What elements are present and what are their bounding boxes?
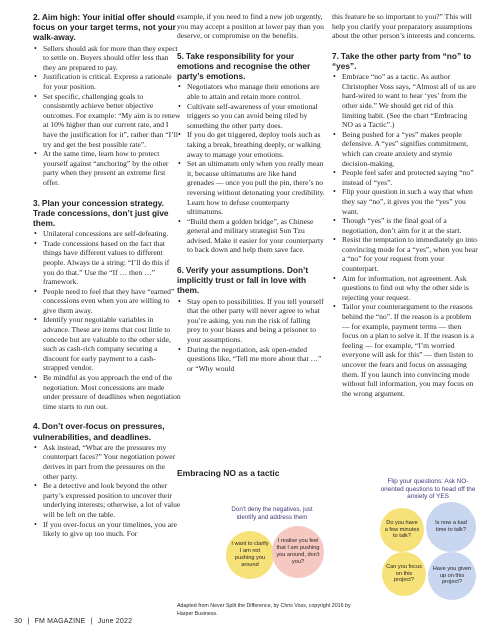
bubble-focus: Can you focus on this project?	[382, 552, 426, 596]
section-2-list	[33, 44, 181, 188]
list-item: • If you do get triggered, deploy tools such as taking a break, breathing deeply, or walking away to manage your emotions.	[177, 130, 325, 159]
list-item: • If you over-focus on your timelines, you are likely to give up too much. For	[33, 520, 181, 539]
section-5-heading: 5. Take responsibility for your emotions and recognise the other party’s emotions.	[177, 50, 311, 82]
infographic-heading: Embracing NO as a tactic	[177, 468, 280, 478]
list-item: • Unilateral concessions are self-defeating.	[33, 229, 181, 239]
page-number: 30	[14, 618, 23, 625]
continuation-text: this feature be so important to you?” This will help you clarify your preparatory assumptions about the other person’s interests and concerns.	[332, 12, 476, 41]
bubble-realise: I realise you feel that I am pushing you around, don’t you?	[272, 526, 324, 578]
list-item: • Aim for information, not agreement. Ask questions to find out why the other side is rejecting your request.	[332, 274, 478, 303]
section-4-list	[33, 443, 181, 539]
list-item: • Justification is critical. Express a rationale for your position.	[33, 72, 181, 91]
column-2	[177, 12, 325, 383]
section-3-heading: 3. Plan your concession strategy. Trade concessions, don’t just give them.	[33, 197, 169, 228]
section-5-list	[177, 82, 325, 255]
issue-date: June 2022	[97, 618, 133, 625]
list-item: • Set an ultimatum only when you really mean it, because ultimatums are like hand grenades — once you pull the pin, there’s no reversing without detonating your credibility. Learn how to defuse counterparty ultimatums.	[177, 159, 325, 217]
list-item: • Embrace “no” as a tactic. As author Christopher Voss says, “Almost all of us are hard-wired to want to hear ‘yes’ from the other side.” We should get rid of this limiting habit. (See the chart “Embracing NO as a Tactic”.)	[332, 72, 478, 130]
list-item: • Stay open to possibilities. If you tell yourself that the other party will never agree to what you’re asking, you run the risk of falling prey to your biases and being a prisoner to your assumptions.	[177, 297, 325, 345]
list-item: • Trade concessions based on the fact that things have different values to different people. Always tie a string: “I’ll do this if you do that.” Use the “If … then …” framework.	[33, 239, 181, 287]
section-7-heading: 7. Take the other party from “no” to “yes”.	[332, 50, 472, 71]
list-item: • People feel safer and protected saying “no” instead of “yes”.	[332, 168, 478, 187]
list-item: • Be a detective and look beyond the other party’s expressed position to uncover their underlying interests; otherwise, a lot of value will be left on the table.	[33, 481, 181, 519]
list-item: • Being pushed for a “yes” makes people defensive. A “yes” signifies commitment, which can create anxiety and stymie decision-making.	[332, 130, 478, 168]
list-item: • Flip your question in such a way that when they say “no”, it gives you the “yes” you want.	[332, 187, 478, 216]
infographic-left-label: Don’t deny the negatives, just identify and address them	[231, 506, 313, 521]
magazine-name: FM MAGAZINE	[34, 618, 86, 625]
list-item: • “Build them a golden bridge”, as Chinese general and military strategist Sun Tzu advised. Make it easier for your counterparty to back down and help them save face.	[177, 217, 325, 255]
infographic-right-label: Flip your questions: Ask NO-oriented questions to head off the anxiety of YES	[380, 478, 476, 501]
section-3-list	[33, 229, 181, 411]
section-4-heading: 4. Don’t over-focus on pressures, vulnerabilities, and deadlines.	[33, 421, 165, 442]
list-item: • Be mindful as you approach the end of the negotiation. Most concessions are made under pressure of deadlines when negotiation time starts to run out.	[33, 373, 181, 411]
infographic-credit: Adapted from Never Split the Difference, by Chris Voss, copyright 2016 by Harper Business.	[177, 603, 351, 617]
section-6-heading: 6. Verify your assumptions. Don’t implicitly trust or fall in love with them.	[177, 265, 309, 296]
bubble-clarify: I want to clarify I am not pushing you around	[226, 531, 274, 579]
list-item: • During the negotiation, ask open-ended questions like, “Tell me more about that …” or “Why would	[177, 345, 325, 374]
list-item: • People need to feel that they have “earned” concessions even when you are willing to give them away.	[33, 287, 181, 316]
list-item: • Set specific, challenging goals to consistently achieve better objective outcomes. For example: “My aim is to renew at 10% higher than our current rate, and I have the justification for it”, rather than “I’ll try and get the best possible rate”.	[33, 92, 181, 150]
bubble-bad-time: Is now a bad time to talk?	[426, 502, 476, 552]
section-6-list	[177, 297, 325, 374]
list-item: • Negotiators who manage their emotions are able to attain and retain more control.	[177, 82, 325, 101]
list-item: • Identify your negotiable variables in advance. These are items that cost little to concede but are valuable to the other side, such as cash-rich company securing a discount for early payment to a cash-strapped vendor.	[33, 315, 181, 373]
continuation-text: example, if you need to find a new job urgently, you may accept a position at lower pay than you deserve, or compromise on the benefits.	[177, 12, 324, 41]
list-item: • Resist the temptation to immediately go into convincing mode for a “yes”, when you hear a “no” for your request from your counterpart.	[332, 235, 478, 273]
column-3	[332, 12, 478, 408]
section-7-list	[332, 72, 478, 398]
bubble-given-up: Have you given up on this project?	[428, 552, 476, 600]
list-item: • Ask instead, “What are the pressures my counterpart faces?” Your negotiation power derives in part from the pressures on the other party.	[33, 443, 181, 481]
list-item: • Cultivate self-awareness of your emotional triggers so you can avoid being riled by something the other party does.	[177, 102, 325, 131]
footer-separator: |	[27, 618, 30, 625]
list-item: • Sellers should ask for more than they expect to settle on. Buyers should offer less than they are prepared to pay.	[33, 44, 181, 73]
column-1	[33, 12, 181, 549]
list-item: • Tailor your counterargument to the reasons behind the “no”. If the reason is a problem — for example, payment terms — then focus on a plan to solve it. If the reason is a feeling — for example, “I’m worried everyone will ask for this” — then listen to uncover the fears and focus on assuaging them. If you launch into convincing mode without full information, you may focus on the wrong argument.	[332, 302, 478, 398]
list-item: • Though “yes” is the final goal of a negotiation, don’t aim for it at the start.	[332, 216, 478, 235]
page-footer	[14, 618, 132, 625]
section-2-heading: 2. Aim high: Your initial offer should focus on your target terms, not your walk-away.	[33, 12, 176, 43]
bubble-have-minutes: Do you have a few minutes to talk?	[380, 508, 424, 552]
list-item: • At the same time, learn how to protect yourself against “anchoring” by the other party when they present an extreme first offer.	[33, 149, 181, 187]
footer-separator: |	[90, 618, 93, 625]
